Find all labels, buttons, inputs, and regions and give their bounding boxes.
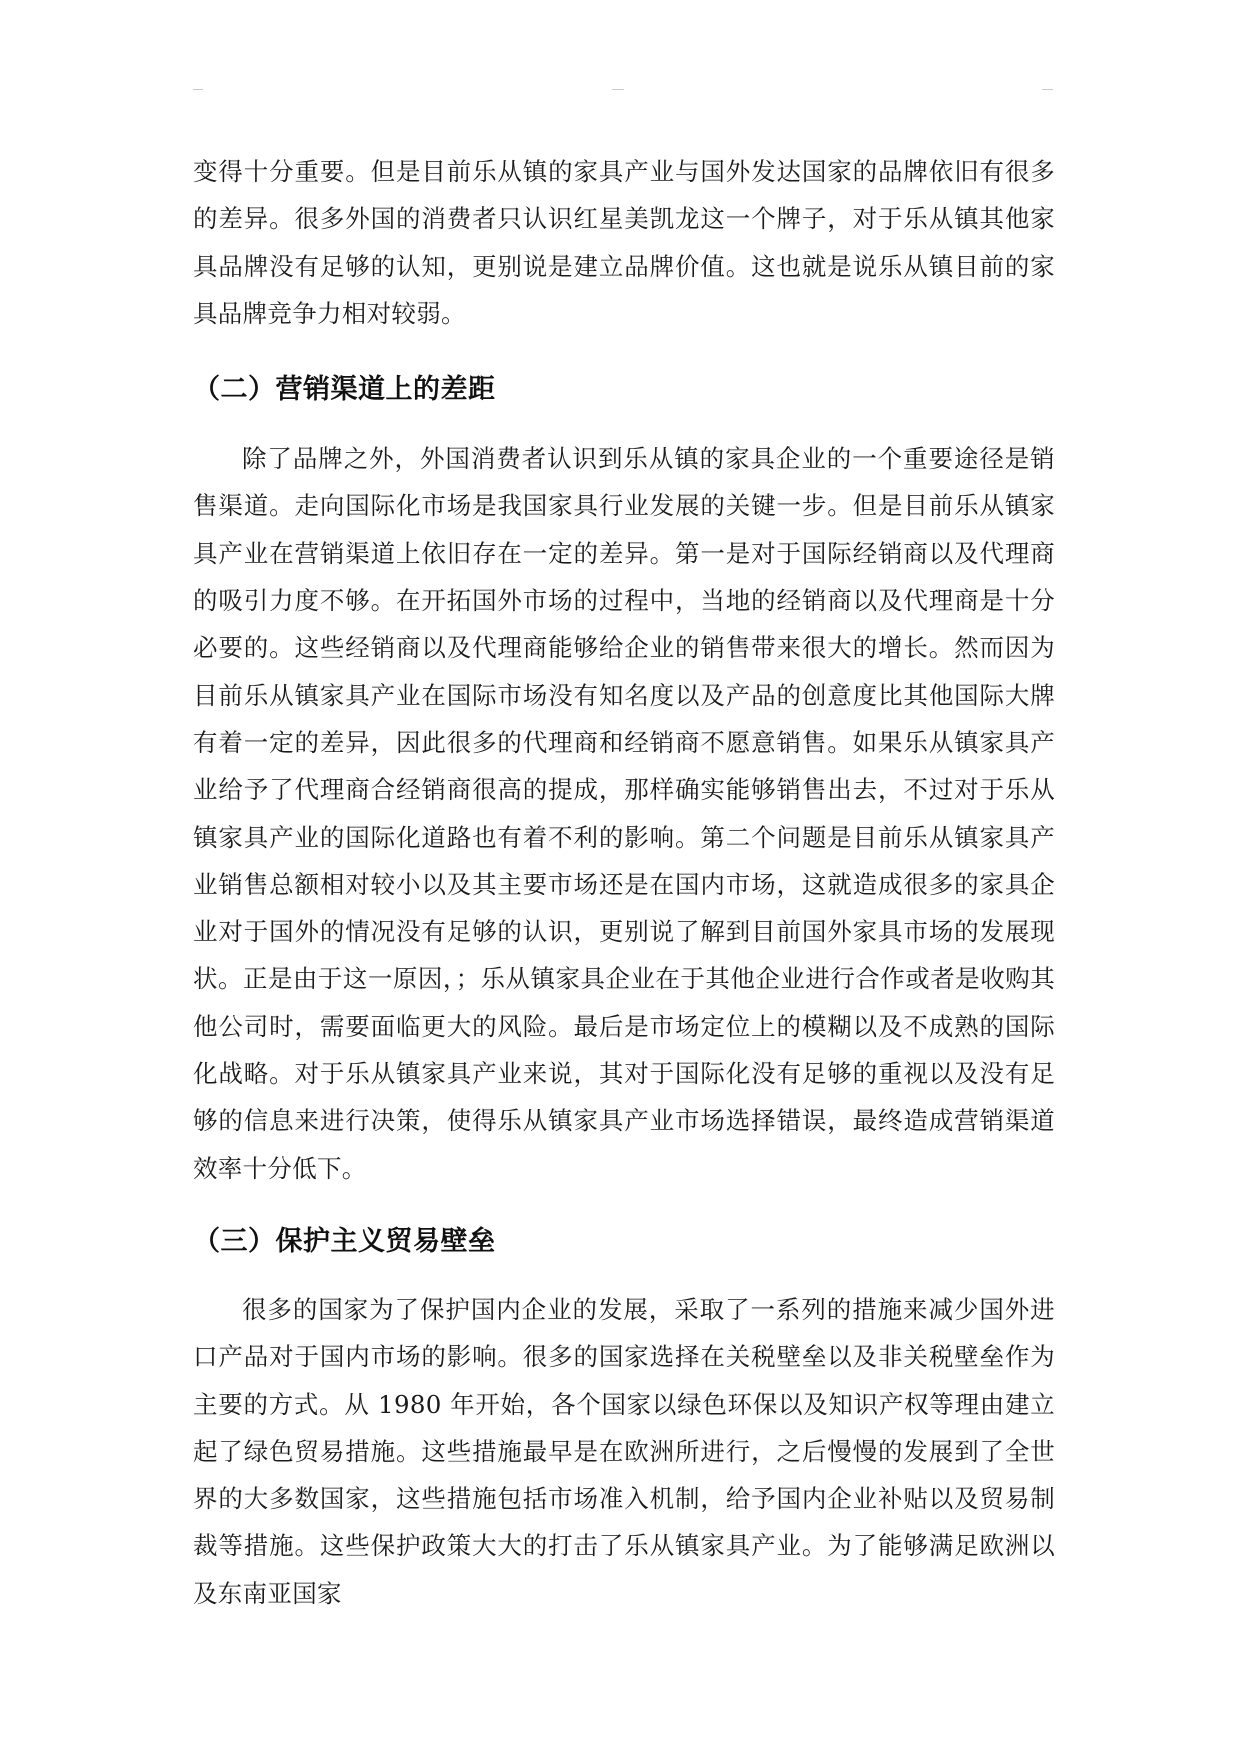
- section-heading-trade-barriers: （三）保护主义贸易壁垒: [193, 1225, 496, 1257]
- header-mark-right: [1042, 89, 1053, 90]
- document-body: [193, 148, 1055, 1617]
- header-mark-left: [193, 89, 203, 90]
- section-heading-marketing-channels: （二）营销渠道上的差距: [193, 374, 496, 406]
- section-paragraph-trade-barriers: 很多的国家为了保护国内企业的发展，采取了一系列的措施来减少国外进口产品对于国内市场的影响。很多的国家选择在关税壁垒以及非关税壁垒作为主要的方式。从 1980 年开始，各个国家以绿色环保以及知识产权等理由建立起了绿色贸易措施。这些措施最早是在欧洲所进行，之后慢慢的发展到了全世界的大多数国家，这些措施包括市场准入机制，给予国内企业补贴以及贸易制裁等措施。这些保护政策大大的打击了乐从镇家具产业。为了能够满足欧洲以及东南亚国家: [193, 1294, 1055, 1608]
- section-paragraph-marketing-channels: 除了品牌之外，外国消费者认识到乐从镇的家具企业的一个重要途径是销售渠道。走向国际化市场是我国家具行业发展的关键一步。但是目前乐从镇家具产业在营销渠道上依旧存在一定的差异。第一是对于国际经销商以及代理商的吸引力度不够。在开拓国外市场的过程中，当地的经销商以及代理商是十分必要的。这些经销商以及代理商能够给企业的销售带来很大的增长。然而因为目前乐从镇家具产业在国际市场没有知名度以及产品的创意度比其他国际大牌有着一定的差异，因此很多的代理商和经销商不愿意销售。如果乐从镇家具产业给予了代理商合经销商很高的提成，那样确实能够销售出去，不过对于乐从镇家具产业的国际化道路也有着不利的影响。第二个问题是目前乐从镇家具产业销售总额相对较小以及其主要市场还是在国内市场，这就造成很多的家具企业对于国外的情况没有足够的认识，更别说了解到目前国外家具市场的发展现状。正是由于这一原因，；乐从镇家具企业在于其他企业进行合作或者是收购其他公司时，需要面临更大的风险。最后是市场定位上的模糊以及不成熟的国际化战略。对于乐从镇家具产业来说，其对于国际化没有足够的重视以及没有足够的信息来进行决策，使得乐从镇家具产业市场选择错误，最终造成营销渠道效率十分低下。: [193, 444, 1055, 1183]
- header-mark-center: [612, 89, 624, 90]
- intro-paragraph: 变得十分重要。但是目前乐从镇的家具产业与国外发达国家的品牌依旧有很多的差异。很多外国的消费者只认识红星美凯龙这一个牌子，对于乐从镇其他家具品牌没有足够的认知，更别说是建立品牌价值。这也就是说乐从镇目前的家具品牌竞争力相对较弱。: [193, 157, 1055, 328]
